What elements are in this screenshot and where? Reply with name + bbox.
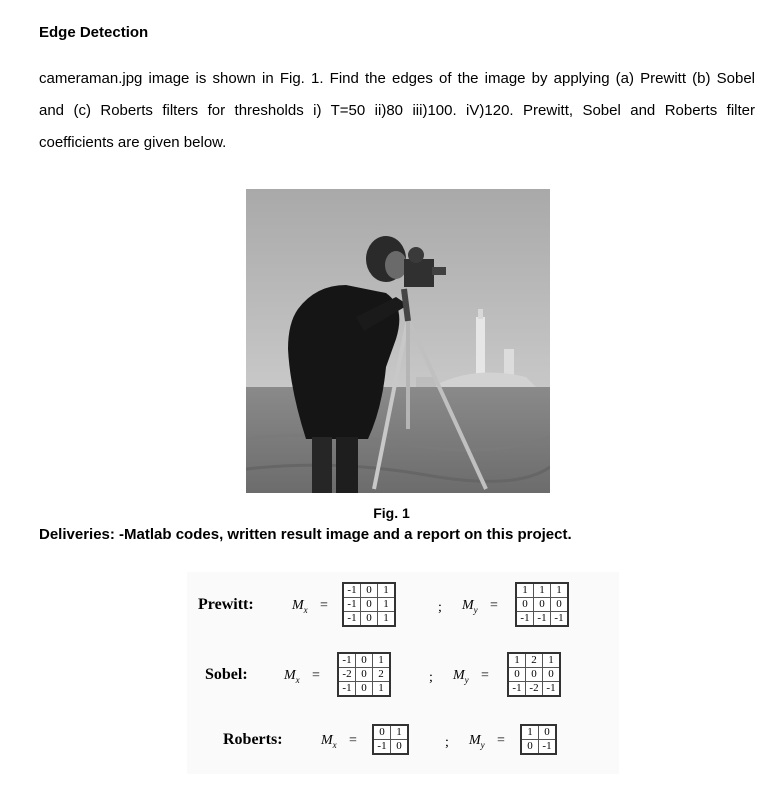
matrix-cell: -2 bbox=[526, 682, 543, 697]
filter-coefficients bbox=[187, 572, 619, 774]
matrix-row bbox=[343, 583, 395, 598]
matrix-cell: -1 bbox=[551, 612, 569, 627]
matrix-row bbox=[508, 653, 560, 668]
matrix-cell: -2 bbox=[338, 668, 356, 682]
matrix-cell: 1 bbox=[534, 583, 551, 598]
matrix-cell: 1 bbox=[378, 598, 396, 612]
matrix-cell: 0 bbox=[361, 598, 378, 612]
sobel-mx-equals: = bbox=[312, 668, 320, 683]
roberts-label: Roberts: bbox=[223, 731, 283, 748]
matrix-cell: 0 bbox=[526, 668, 543, 682]
prewitt-my-equals: = bbox=[490, 598, 498, 613]
matrix-cell: 0 bbox=[543, 668, 561, 682]
roberts-my-equals: = bbox=[497, 733, 505, 748]
matrix-row bbox=[516, 598, 568, 612]
matrix-cell: 0 bbox=[534, 598, 551, 612]
prewitt-my-label: $M_y$ bbox=[462, 598, 478, 615]
matrix-cell: 0 bbox=[356, 682, 373, 697]
matrix-cell: 0 bbox=[361, 612, 378, 627]
matrix-row bbox=[508, 668, 560, 682]
photo-camera bbox=[404, 259, 434, 287]
cameraman-photo bbox=[246, 189, 550, 493]
roberts-mx-equals: = bbox=[349, 733, 357, 748]
sobel-mx-label: $M_x$ bbox=[284, 668, 300, 685]
paragraph-line-3: coefficients are given below. bbox=[39, 134, 227, 151]
matrix-row bbox=[508, 682, 560, 697]
roberts-my-matrix bbox=[520, 724, 557, 755]
sobel-my-label: $M_y$ bbox=[453, 668, 469, 685]
matrix-row bbox=[373, 740, 408, 755]
prewitt-my-matrix bbox=[515, 582, 569, 627]
sobel-label: Sobel: bbox=[205, 666, 248, 683]
matrix-cell: 1 bbox=[373, 653, 391, 668]
matrix-cell: -1 bbox=[338, 653, 356, 668]
sobel-separator: ; bbox=[429, 670, 433, 685]
matrix-row bbox=[343, 612, 395, 627]
matrix-cell: 2 bbox=[373, 668, 391, 682]
matrix-row bbox=[338, 668, 390, 682]
matrix-cell: 1 bbox=[521, 725, 539, 740]
photo-ground bbox=[246, 387, 550, 493]
prewitt-separator: ; bbox=[438, 600, 442, 615]
roberts-separator: ; bbox=[445, 735, 449, 750]
matrix-cell: -1 bbox=[343, 598, 361, 612]
matrix-cell: 0 bbox=[551, 598, 569, 612]
matrix-cell: 1 bbox=[551, 583, 569, 598]
matrix-cell: 0 bbox=[508, 668, 526, 682]
prewitt-mx-label: $M_x$ bbox=[292, 598, 308, 615]
matrix-row bbox=[343, 598, 395, 612]
sobel-my-equals: = bbox=[481, 668, 489, 683]
matrix-cell: 0 bbox=[516, 598, 534, 612]
matrix-cell: 1 bbox=[516, 583, 534, 598]
sobel-my-matrix bbox=[507, 652, 561, 697]
matrix-row bbox=[338, 653, 390, 668]
matrix-cell: 1 bbox=[391, 725, 409, 740]
figure-caption: Fig. 1 bbox=[373, 505, 410, 521]
problem-paragraph bbox=[39, 63, 755, 159]
paragraph-line-1: cameraman.jpg image is shown in Fig. 1. Find the edges of the image by applying (a) Prewitt (b) Sobel bbox=[39, 70, 755, 87]
photo-person-legs bbox=[312, 437, 332, 493]
matrix-cell: -1 bbox=[508, 682, 526, 697]
deliveries-text: Deliveries: -Matlab codes, written result image and a report on this project. bbox=[39, 526, 572, 543]
matrix-cell: 0 bbox=[361, 583, 378, 598]
matrix-cell: 0 bbox=[539, 725, 557, 740]
matrix-cell: 0 bbox=[391, 740, 409, 755]
prewitt-mx-equals: = bbox=[320, 598, 328, 613]
matrix-cell: 1 bbox=[378, 583, 396, 598]
matrix-cell: 0 bbox=[521, 740, 539, 755]
roberts-mx-matrix bbox=[372, 724, 409, 755]
matrix-cell: 0 bbox=[356, 668, 373, 682]
matrix-cell: -1 bbox=[343, 583, 361, 598]
matrix-cell: 1 bbox=[543, 653, 561, 668]
matrix-cell: 1 bbox=[378, 612, 396, 627]
matrix-row bbox=[521, 740, 556, 755]
matrix-row bbox=[338, 682, 390, 697]
matrix-cell: -1 bbox=[543, 682, 561, 697]
photo-tower bbox=[476, 317, 485, 381]
matrix-row bbox=[516, 612, 568, 627]
matrix-cell: -1 bbox=[516, 612, 534, 627]
roberts-mx-label: $M_x$ bbox=[321, 733, 337, 750]
matrix-row bbox=[373, 725, 408, 740]
roberts-my-label: $M_y$ bbox=[469, 733, 485, 750]
matrix-row bbox=[516, 583, 568, 598]
matrix-cell: -1 bbox=[343, 612, 361, 627]
matrix-cell: 0 bbox=[373, 725, 391, 740]
matrix-cell: -1 bbox=[539, 740, 557, 755]
sobel-mx-matrix bbox=[337, 652, 391, 697]
prewitt-label: Prewitt: bbox=[198, 596, 254, 613]
matrix-cell: -1 bbox=[534, 612, 551, 627]
matrix-cell: -1 bbox=[373, 740, 391, 755]
matrix-cell: 2 bbox=[526, 653, 543, 668]
matrix-cell: 0 bbox=[356, 653, 373, 668]
section-heading: Edge Detection bbox=[39, 24, 149, 41]
matrix-cell: -1 bbox=[338, 682, 356, 697]
paragraph-line-2: and (c) Roberts filters for thresholds i) T=50 ii)80 iii)100. iV)120. Prewitt, Sobel and Roberts filter bbox=[39, 102, 755, 119]
matrix-cell: 1 bbox=[508, 653, 526, 668]
matrix-row bbox=[521, 725, 556, 740]
prewitt-mx-matrix bbox=[342, 582, 396, 627]
matrix-cell: 1 bbox=[373, 682, 391, 697]
